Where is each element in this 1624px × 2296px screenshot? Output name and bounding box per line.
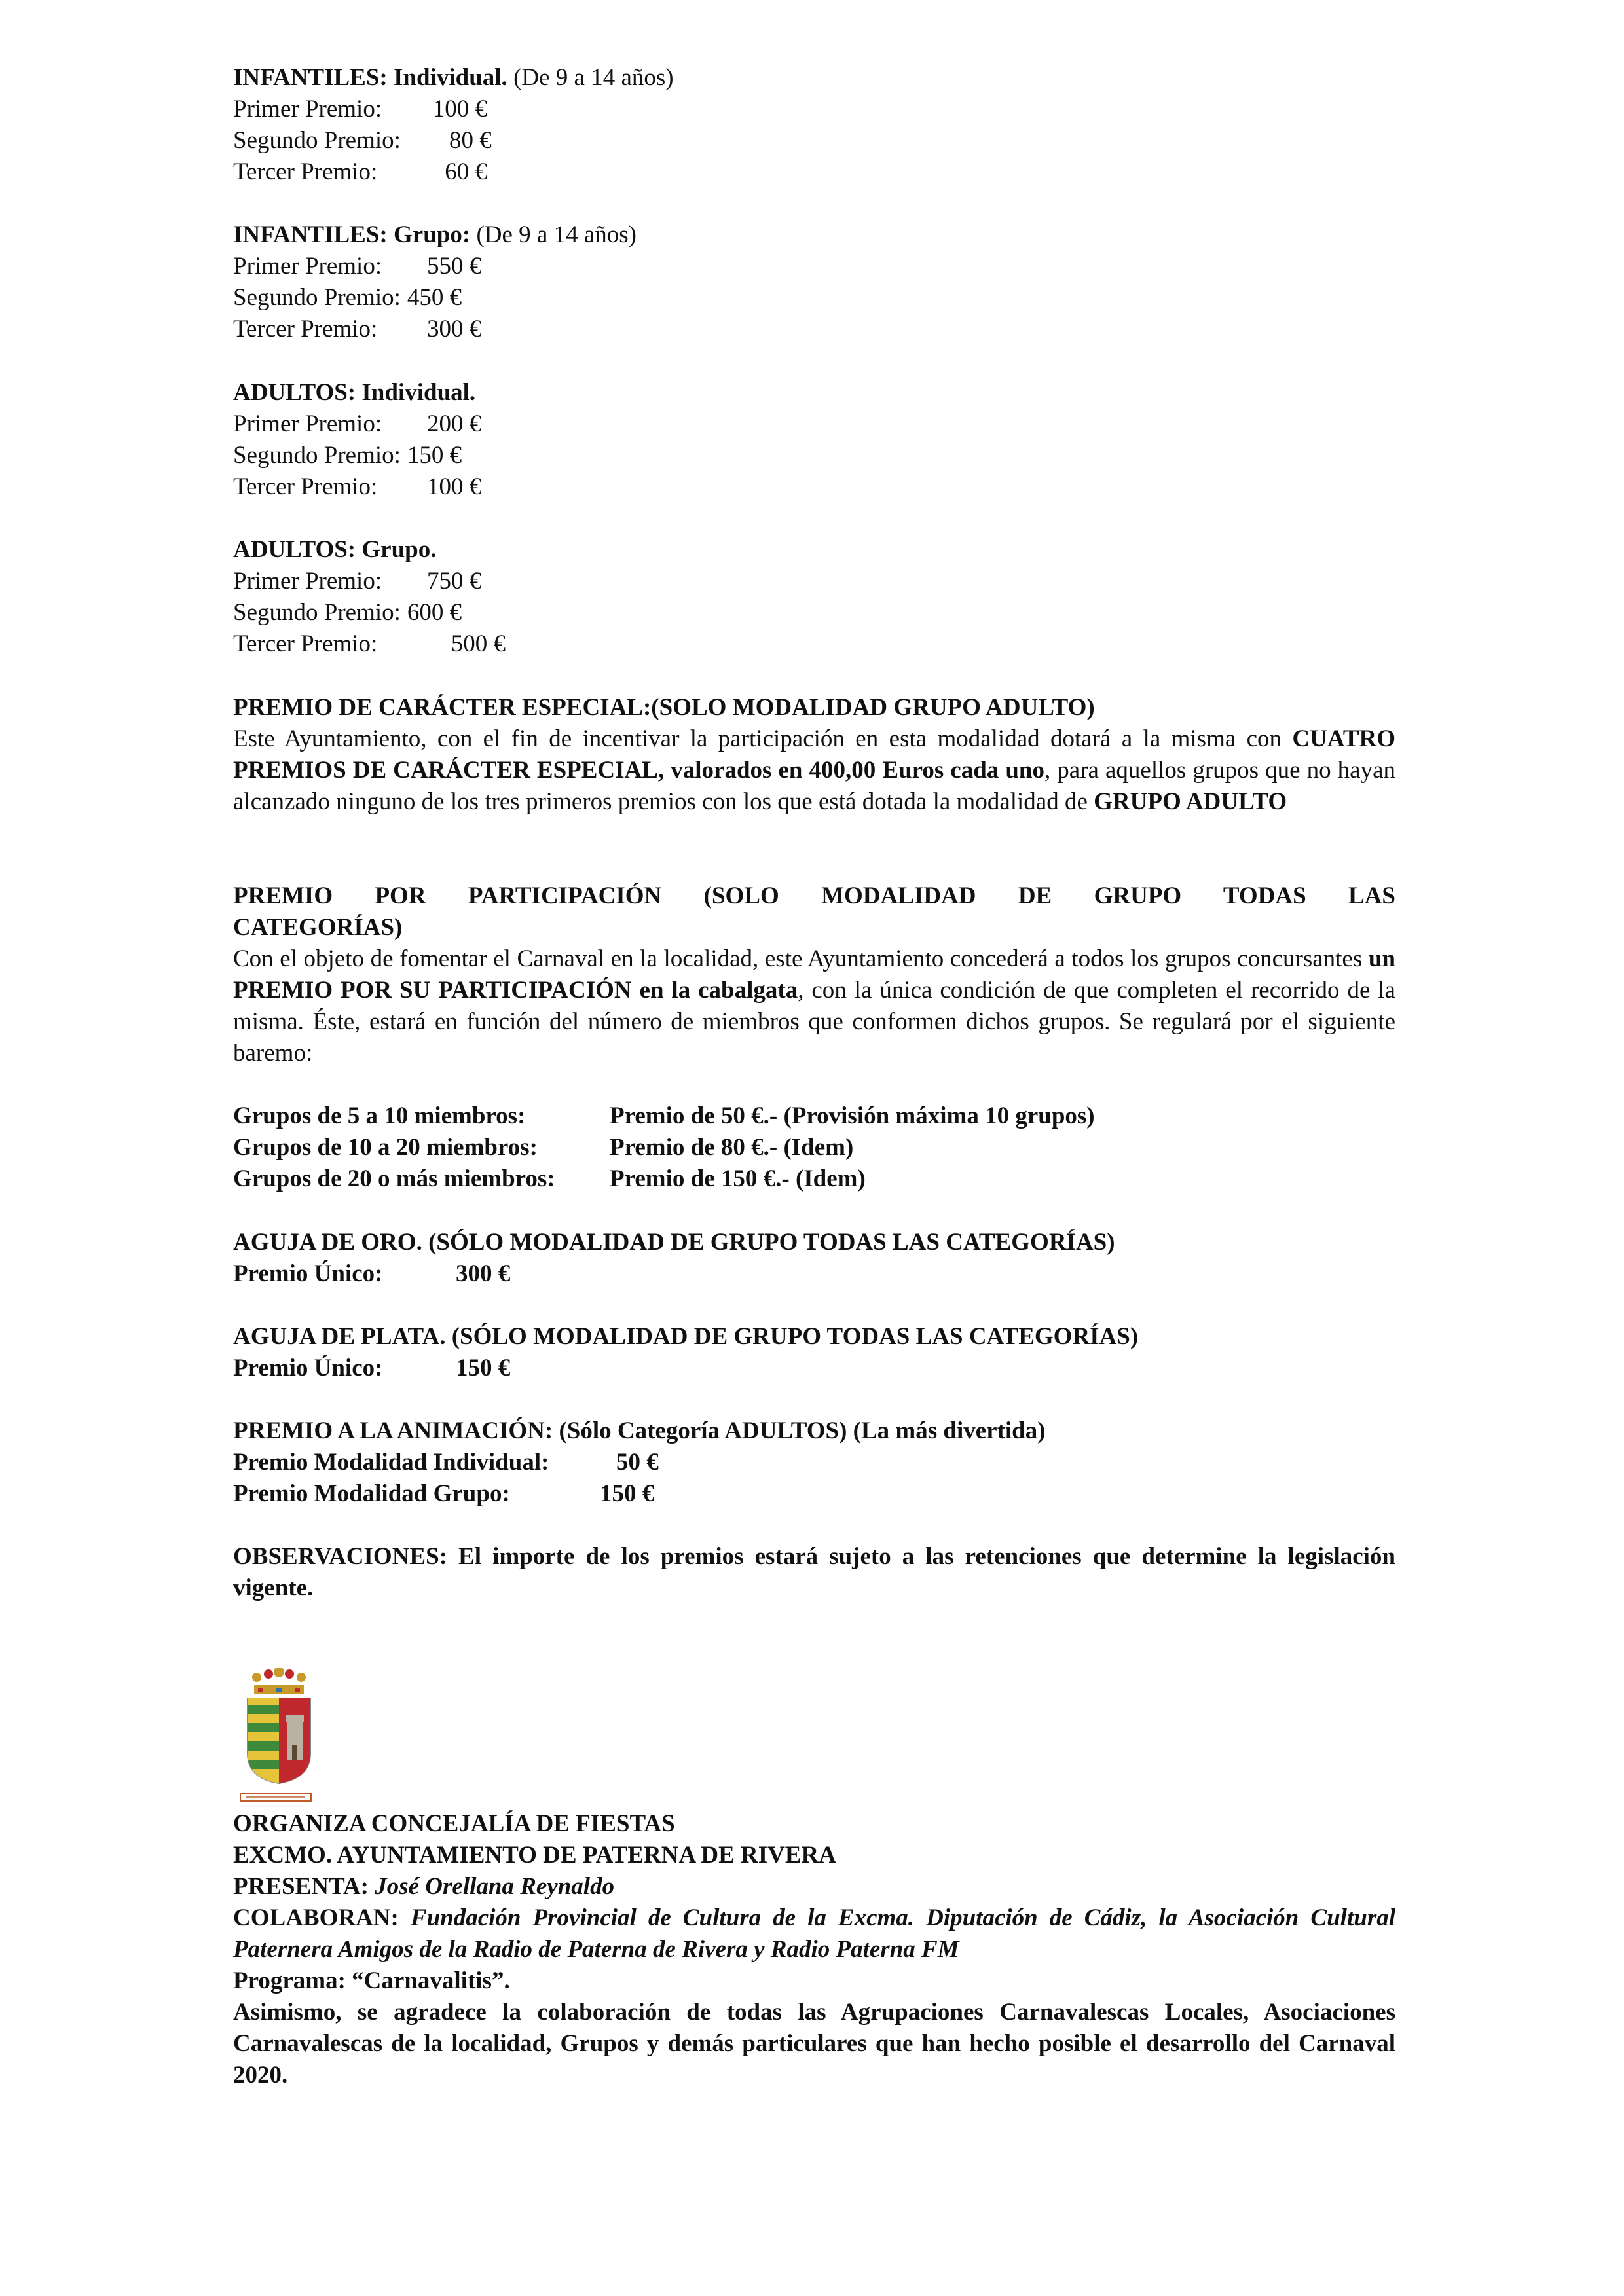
prize-value: 450 € [407,284,462,311]
section-premio-participacion [233,881,1395,1195]
prize-value: 750 € [427,568,482,594]
baremo-group: Grupos de 20 o más miembros: [233,1165,555,1192]
baremo-premio: Premio de 150 €.- (Idem) [610,1165,866,1192]
section-heading: INFANTILES: Grupo: [233,221,471,248]
seal-ribbon [240,1793,312,1802]
prize-row [233,251,1395,282]
prize-value: 200 € [427,410,482,437]
prize-row [233,471,1395,503]
paragraph-text: Este Ayuntamiento, con el fin de incentivar la participación en esta modalidad dotará a la misma con [233,725,1293,752]
prize-label: Tercer Premio: [233,473,378,500]
baremo-premio: Premio de 50 €.- (Provisión máxima 10 grupos) [610,1102,1095,1129]
section-aguja-plata [233,1321,1395,1384]
prize-label: Segundo Premio: [233,599,401,626]
section-premio-animacion [233,1415,1395,1510]
prize-label: Premio Modalidad Individual: [233,1449,549,1476]
paragraph-bold: un PREMIO POR SU PARTICIPACIÓN en la cabalgata [233,945,1395,1004]
paragraph [233,943,1395,1069]
observaciones: OBSERVACIONES: El importe de los premios estará sujeto a las retenciones que determine la legislación vigente. [233,1543,1395,1601]
prize-label: Premio Único: [233,1260,383,1287]
agradecimiento: Asimismo, se agradece la colaboración de todas las Agrupaciones Carnavalescas Locales, Asociaciones Carnavalescas de la localidad, Grupos y demás particulares que han hecho posible el desarrollo del Carnaval 2020. [233,1999,1395,2088]
prize-label: Primer Premio: [233,568,382,594]
programa: Programa: “Carnavalitis”. [233,1967,510,1994]
prize-label: Segundo Premio: [233,127,401,154]
baremo-row [233,1101,1395,1132]
section-heading: ADULTOS: Grupo. [233,536,437,563]
shield-icon [248,1698,310,1786]
prize-label: Tercer Premio: [233,630,378,657]
baremo-row [233,1132,1395,1163]
prize-value: 50 € [616,1449,659,1476]
paragraph-bold: GRUPO ADULTO [1094,788,1287,815]
prize-row [233,409,1395,440]
prize-label: Primer Premio: [233,253,382,280]
prize-row [233,597,1395,629]
prize-value: 100 € [432,96,487,122]
prize-row [233,314,1395,345]
colaboran-label: COLABORAN: [233,1904,399,1931]
prize-label: Premio Modalidad Grupo: [233,1480,510,1507]
prize-row [233,125,1395,156]
section-aguja-oro [233,1227,1395,1290]
paragraph-text: Con el objeto de fomentar el Carnaval en la localidad, este Ayuntamiento concederá a todos los grupos concursantes [233,945,1369,972]
paragraph [233,723,1395,818]
section-heading-age: (De 9 a 14 años) [507,64,674,91]
coat-of-arms-seal [242,1668,316,1786]
paragraph-text: , para aquellos grupos que no hayan alcanzado ninguno de los tres primeros premios con los que está dotada la modalidad de [233,757,1395,815]
section-heading: PREMIO A LA ANIMACIÓN: (Sólo Categoría ADULTOS) (La más divertida) [233,1417,1046,1444]
prize-label: Segundo Premio: [233,284,401,311]
prize-value: 150 € [600,1480,655,1507]
prize-value: 150 € [456,1355,511,1381]
baremo-premio: Premio de 80 €.- (Idem) [610,1134,854,1161]
section-heading: INFANTILES: Individual. [233,64,507,91]
section-heading: AGUJA DE ORO. (SÓLO MODALIDAD DE GRUPO TODAS LAS CATEGORÍAS) [233,1229,1115,1256]
section-heading: AGUJA DE PLATA. (SÓLO MODALIDAD DE GRUPO TODAS LAS CATEGORÍAS) [233,1323,1139,1350]
colaboran-text: Fundación Provincial de Cultura de la Excma. Diputación de Cádiz, la Asociación Cultural Paternera Amigos de la Radio de Paterna de Rivera y Radio Paterna FM [233,1904,1395,1963]
prize-value: 300 € [427,316,482,342]
prize-label: Tercer Premio: [233,316,378,342]
organiza: ORGANIZA CONCEJALÍA DE FIESTAS [233,1810,675,1837]
paragraph-text: , con la única condición de que completen el recorrido de la misma. Éste, estará en función del número de miembros que conformen dichos grupos. Se regulará por el siguiente baremo: [233,977,1395,1066]
presenta-label: PRESENTA: [233,1873,369,1900]
prize-row [233,629,1395,660]
section-premio-especial [233,692,1395,818]
baremo-group: Grupos de 5 a 10 miembros: [233,1102,526,1129]
prize-label: Premio Único: [233,1355,383,1381]
section-infantiles-individual [233,62,1395,188]
baremo-row [233,1163,1395,1195]
prize-label: Tercer Premio: [233,158,378,185]
prize-row [233,156,1395,188]
section-heading-age: (De 9 a 14 años) [470,221,637,248]
prize-value: 600 € [407,599,462,626]
prize-value: 150 € [407,442,462,469]
prize-row [233,566,1395,597]
prize-row [233,94,1395,125]
prize-label: Primer Premio: [233,410,382,437]
prize-row [233,282,1395,314]
paragraph-bold: CUATRO PREMIOS DE CARÁCTER ESPECIAL, valorados en 400,00 Euros cada uno [233,725,1395,784]
crown-icon [252,1668,306,1694]
prize-value: 80 € [449,127,492,154]
prize-row [233,440,1395,471]
prize-value: 100 € [427,473,482,500]
baremo-group: Grupos de 10 a 20 miembros: [233,1134,538,1161]
prize-value: 500 € [451,630,506,657]
section-infantiles-grupo [233,219,1395,345]
section-adultos-individual [233,377,1395,503]
prize-value: 300 € [456,1260,511,1287]
prize-value: 550 € [427,253,482,280]
prize-value: 60 € [445,158,487,185]
presenta-name: José Orellana Reynaldo [375,1873,615,1900]
excmo: EXCMO. AYUNTAMIENTO DE PATERNA DE RIVERA [233,1842,836,1868]
section-adultos-grupo [233,534,1395,660]
section-credits [233,1808,1395,2091]
section-heading: ADULTOS: Individual. [233,379,476,406]
section-heading: PREMIO POR PARTICIPACIÓN (SOLO MODALIDAD DE GRUPO TODAS LAS CATEGORÍAS) [233,883,1395,941]
prize-label: Segundo Premio: [233,442,401,469]
section-heading: PREMIO DE CARÁCTER ESPECIAL:(SOLO MODALIDAD GRUPO ADULTO) [233,694,1095,721]
prize-label: Primer Premio: [233,96,382,122]
